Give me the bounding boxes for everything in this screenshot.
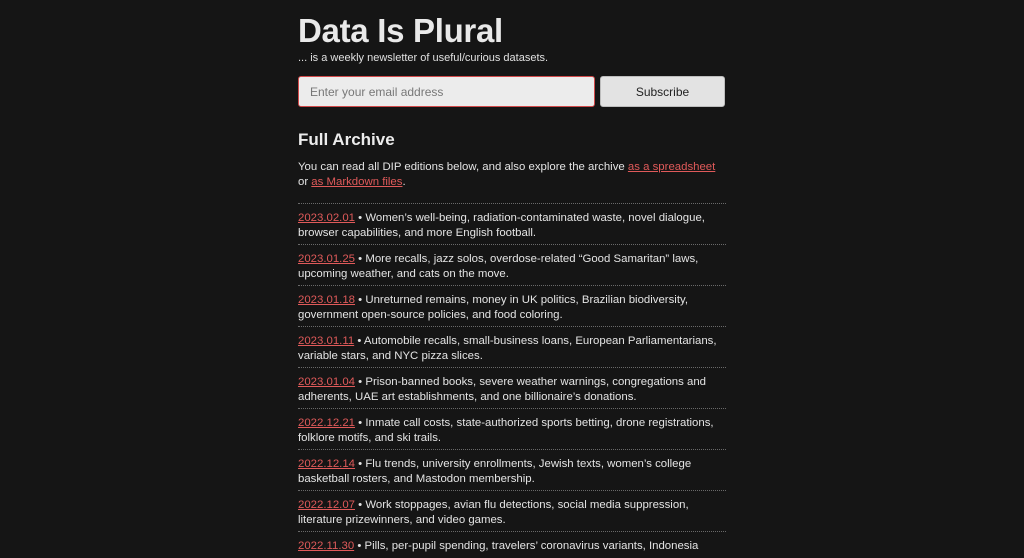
edition-item [298,368,726,409]
edition-summary: More recalls, jazz solos, overdose-related “Good Samaritan” laws, upcoming weather, and cats on the move. [298,253,699,280]
edition-item [298,245,726,286]
intro-period: . [402,175,406,188]
subscribe-button[interactable]: Subscribe [600,76,725,107]
site-title: Data Is Plural [298,12,503,49]
edition-date-link[interactable]: 2023.01.04 [298,376,356,388]
bullet-separator: • [355,294,366,306]
bullet-separator: • [354,540,365,552]
edition-item [298,532,726,558]
email-input[interactable] [298,76,595,107]
markdown-link[interactable]: as Markdown files [311,175,403,188]
edition-date-link[interactable]: 2022.12.14 [298,458,356,470]
edition-summary: Flu trends, university enrollments, Jewish texts, women’s college basketball rosters, and Mastodon membership. [298,458,692,485]
edition-item [298,204,726,245]
edition-summary: Women’s well-being, radiation-contaminated waste, novel dialogue, browser capabilities, and more English football. [298,212,705,239]
bullet-separator: • [355,253,366,265]
spreadsheet-link[interactable]: as a spreadsheet [627,161,716,173]
tagline: ... is a weekly newsletter of useful/curious datasets. [298,52,549,64]
bullet-separator: • [355,376,366,388]
edition-summary: Prison-banned books, severe weather warnings, congregations and adherents, UAE art establishments, and one billionaire’s donations. [298,376,707,403]
archive-heading: Full Archive [298,130,395,149]
edition-summary: Automobile recalls, small-business loans, European Parliamentarians, variable stars, and NYC pizza slices. [298,335,717,362]
edition-summary: Unreturned remains, money in UK politics, Brazilian biodiversity, government open-source policies, and food coloring. [298,294,688,321]
bullet-separator: • [355,499,366,511]
edition-date-link[interactable]: 2022.12.21 [298,417,356,429]
edition-date-link[interactable]: 2023.01.11 [298,335,355,347]
edition-summary: Inmate call costs, state-authorized sports betting, drone registrations, folklore motifs, and ski trails. [298,417,714,444]
edition-item [298,286,726,327]
edition-list [298,203,726,558]
edition-date-link[interactable]: 2022.12.07 [298,499,356,511]
bullet-separator: • [355,417,366,429]
edition-date-link[interactable]: 2023.01.18 [298,294,356,306]
bullet-separator: • [355,212,366,224]
edition-item [298,409,726,450]
bullet-separator: • [355,458,366,470]
bullet-separator: • [354,335,364,347]
archive-intro [298,160,726,189]
edition-date-link[interactable]: 2022.11.30 [298,540,355,552]
edition-item [298,327,726,368]
intro-or-text: or [298,175,312,188]
edition-summary: Work stoppages, avian flu detections, social media suppression, literature prizewinners, and video games. [298,499,689,526]
intro-text: You can read all DIP editions below, and also explore the archive [298,161,628,173]
edition-date-link[interactable]: 2023.02.01 [298,212,356,224]
edition-date-link[interactable]: 2023.01.25 [298,253,356,265]
edition-item [298,491,726,532]
edition-summary: Pills, per-pupil spending, travelers’ coronavirus variants, Indonesia [364,540,699,552]
edition-item [298,450,726,491]
signup-form [298,76,726,108]
